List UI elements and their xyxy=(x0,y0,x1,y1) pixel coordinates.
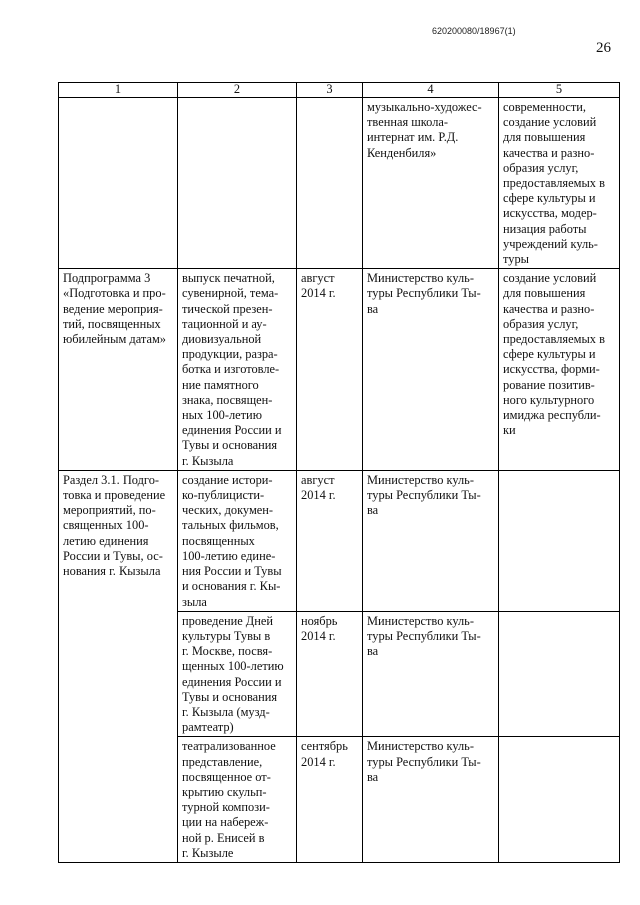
table-cell-date: август 2014 г. xyxy=(297,470,363,611)
table-cell-date: сентябрь 2014 г. xyxy=(297,737,363,863)
table-cell-activity: театрализованное представление, посвященное от- крытию скульп- турной компози- ции на набереж- ной р. Енисей в г. Кызыле xyxy=(178,737,297,863)
column-number: 3 xyxy=(297,83,363,98)
table-cell-executor: Министерство куль- туры Республики Ты- ва xyxy=(363,269,499,471)
table-cell-executor: музыкально-художес- твенная школа- интернат им. Р.Д. Кенденбиля» xyxy=(363,98,499,269)
page-number: 26 xyxy=(596,40,611,56)
table-cell-result: современности, создание условий для повышения качества и разно- образия услуг, предоставляемых в сфере культуры и искусства, модер- низация работы учреждений куль- туры xyxy=(499,98,620,269)
table-cell-executor: Министерство куль- туры Республики Ты- ва xyxy=(363,470,499,611)
document-code: 620200080/18967(1) xyxy=(432,26,516,36)
table-cell-executor: Министерство куль- туры Республики Ты- ва xyxy=(363,611,499,737)
column-number: 1 xyxy=(59,83,178,98)
table-cell-result xyxy=(499,611,620,737)
table-cell-result xyxy=(499,737,620,863)
column-number: 5 xyxy=(499,83,620,98)
plan-table xyxy=(58,82,620,863)
table-cell-activity: создание истори- ко-публицисти- ческих, докумен- тальных фильмов, посвященных 100-летию едине- ния России и Тувы и основания г. Кы- зыла xyxy=(178,470,297,611)
table-row xyxy=(59,470,620,611)
table-cell-date: август 2014 г. xyxy=(297,269,363,471)
table-cell-activity: проведение Дней культуры Тувы в г. Москве, посвя- щенных 100-летию единения России и Тувы и основания г. Кызыла (музд- рамтеатр) xyxy=(178,611,297,737)
table-cell-result: создание условий для повышения качества и разно- образия услуг, предоставляемых в сфере культуры и искусства, форми- рование позитив- ного культурного имиджа республи- ки xyxy=(499,269,620,471)
table-cell-program xyxy=(59,98,178,269)
table-cell-result xyxy=(499,470,620,611)
table-cell-date: ноябрь 2014 г. xyxy=(297,611,363,737)
table-cell-executor: Министерство куль- туры Республики Ты- ва xyxy=(363,737,499,863)
table-cell-date xyxy=(297,98,363,269)
table-cell-activity xyxy=(178,98,297,269)
table-cell-program: Подпрограмма 3 «Подготовка и про- ведение мероприя- тий, посвященных юбилейным датам» xyxy=(59,269,178,471)
table-cell-section: Раздел 3.1. Подго- товка и проведение мероприятий, по- священных 100- летию единения России и Тувы, ос- нования г. Кызыла xyxy=(59,470,178,862)
table-header-row xyxy=(59,83,620,98)
column-number: 2 xyxy=(178,83,297,98)
table-cell-activity: выпуск печатной, сувенирной, тема- тической презен- тационной и ау- диовизуальной продукции, разра- ботка и изготовле- ние памятного знака, посвящен- ных 100-летию единения России и Тувы и основания г. Кызыла xyxy=(178,269,297,471)
column-number: 4 xyxy=(363,83,499,98)
table-row xyxy=(59,269,620,471)
table-row xyxy=(59,98,620,269)
